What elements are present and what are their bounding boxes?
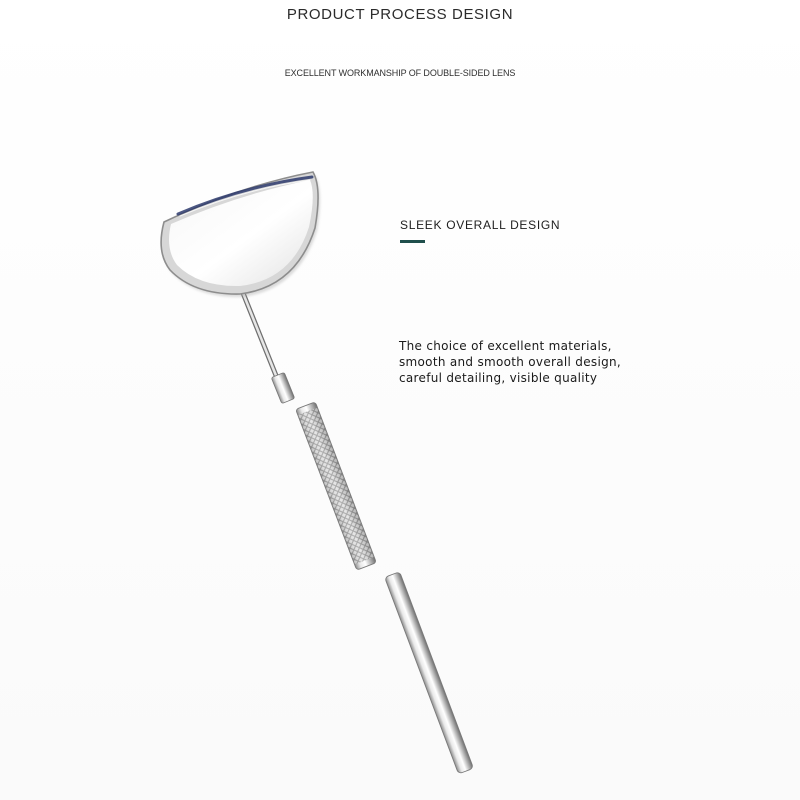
feature-heading: SLEEK OVERALL DESIGN xyxy=(400,218,561,232)
feature-description-line: smooth and smooth overall design, xyxy=(399,355,622,369)
page-subtitle: EXCELLENT WORKMANSHIP OF DOUBLE-SIDED LENS xyxy=(284,68,516,78)
page-title: PRODUCT PROCESS DESIGN xyxy=(286,6,514,23)
handle-shaft xyxy=(385,572,474,774)
feature-description-line: careful detailing, visible quality xyxy=(399,371,598,385)
feature-description-line: The choice of excellent materials, xyxy=(399,339,612,353)
mirror-neck xyxy=(241,288,277,378)
collar xyxy=(271,372,294,403)
feature-accent-bar xyxy=(400,240,425,243)
feature-description xyxy=(399,338,659,386)
mirror-head xyxy=(161,172,320,297)
knurled-grip xyxy=(296,402,377,570)
